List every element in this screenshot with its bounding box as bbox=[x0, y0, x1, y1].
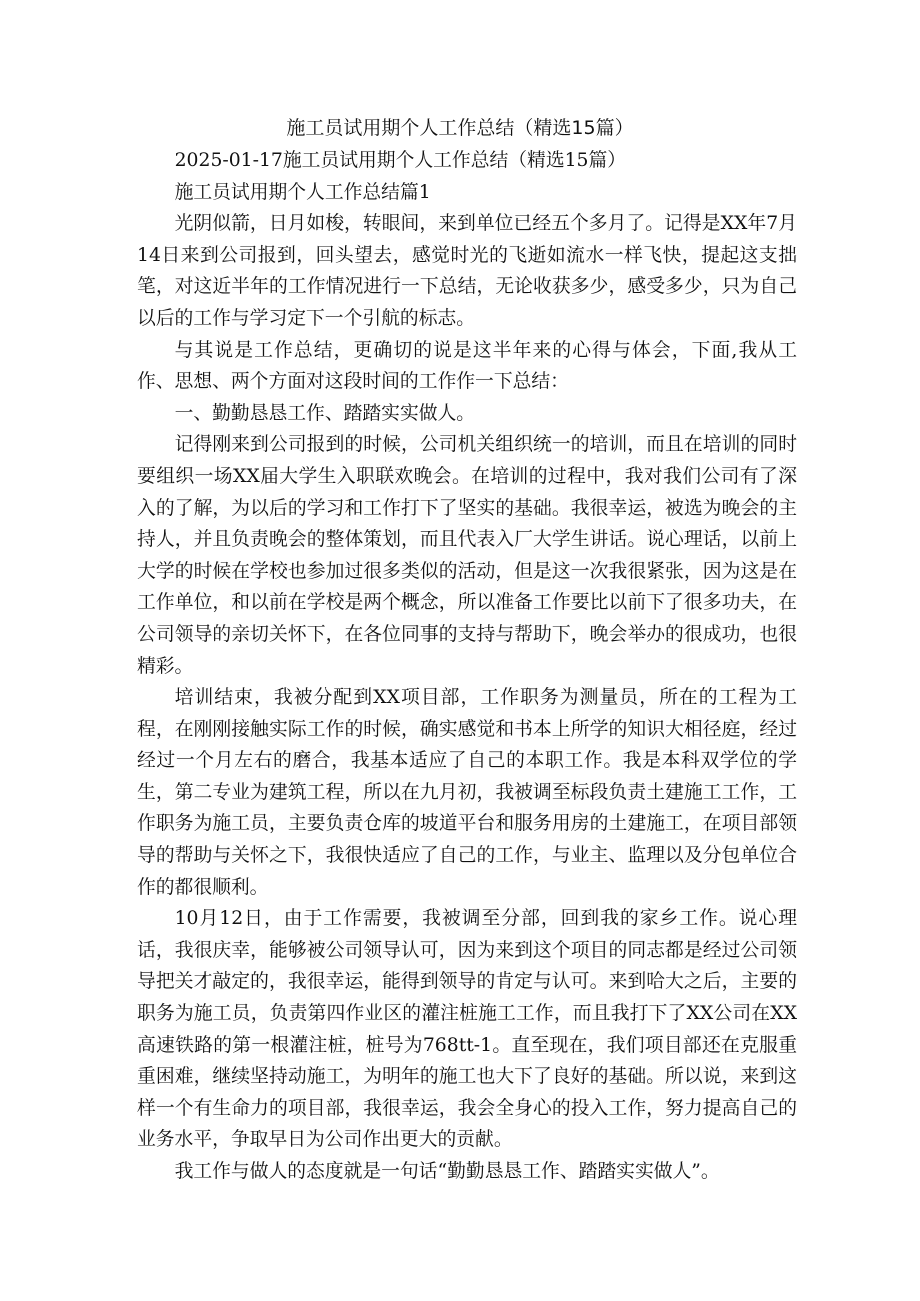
paragraph: 培训结束，我被分配到XX项目部，工作职务为测量员，所在的工程为工程，在刚刚接触实际工作的时候，确实感觉和书本上所学的知识大相径庭，经过经过一个月左右的磨合，我基本适应了自己的本职工作。我是本科双学位的学生，第二专业为建筑工程，所以在九月初，我被调至标段负责土建施工工作，工作职务为施工员，主要负责仓库的坡道平台和服务用房的土建施工，在项目部领导的帮助与关怀之下，我很快适应了自己的工作，与业主、监理以及分包单位合作的都很顺利。 bbox=[137, 687, 797, 898]
document-subtitle: 2025-01-17施工员试用期个人工作总结（精选15篇） bbox=[174, 150, 627, 171]
paragraph: 光阴似箭，日月如梭，转眼间，来到单位已经五个多月了。记得是XX年7月14日来到公司报到，回头望去，感觉时光的飞逝如流水一样飞快，提起这支拙笔，对这近半年的工作情况进行一下总结，无论收获多少，感受多少，只为自己以后的工作与学习定下一个引航的标志。 bbox=[137, 213, 797, 329]
paragraph: 与其说是工作总结，更确切的说是这半年来的心得与体会，下面,我从工作、思想、两个方面对这段时间的工作作一下总结： bbox=[137, 339, 797, 393]
section-subheading: 一、勤勤恳恳工作、踏踏实实做人。 bbox=[174, 402, 476, 424]
document-body bbox=[137, 145, 797, 1188]
document-title: 施工员试用期个人工作总结（精选15篇） bbox=[286, 117, 634, 139]
paragraph: 10月12日，由于工作需要，我被调至分部，回到我的家乡工作。说心理话，我很庆幸，能够被公司领导认可，因为来到这个项目的同志都是经过公司领导把关才敲定的，我很幸运，能得到领导的肯定与认可。来到哈大之后，主要的职务为施工员，负责第四作业区的灌注桩施工工作，而且我打下了XX公司在XX高速铁路的第一根灌注桩，桩号为768tt-1。直至现在，我们项目部还在克服重重困难，继续坚持动施工，为明年的施工也大下了良好的基础。所以说，来到这样一个有生命力的项目部，我很幸运，我会全身心的投入工作，努力提高自己的业务水平，争取早日为公司作出更大的贡献。 bbox=[137, 908, 797, 1151]
paragraph: 记得刚来到公司报到的时候，公司机关组织统一的培训，而且在培训的同时要组织一场XX届大学生入职联欢晚会。在培训的过程中，我对我们公司有了深入的了解，为以后的学习和工作打下了坚实的基础。我很幸运，被选为晚会的主持人，并且负责晚会的整体策划，而且代表入厂大学生讲话。说心理话，以前上大学的时候在学校也参加过很多类似的活动，但是这一次我很紧张，因为这是在工作单位，和以前在学校是两个概念，所以准备工作要比以前下了很多功夫，在公司领导的亲切关怀下，在各位同事的支持与帮助下，晚会举办的很成功，也很精彩。 bbox=[137, 434, 797, 677]
paragraph: 我工作与做人的态度就是一句话“勤勤恳恳工作、踏踏实实做人”。 bbox=[174, 1161, 720, 1182]
section-heading: 施工员试用期个人工作总结篇1 bbox=[174, 181, 431, 203]
